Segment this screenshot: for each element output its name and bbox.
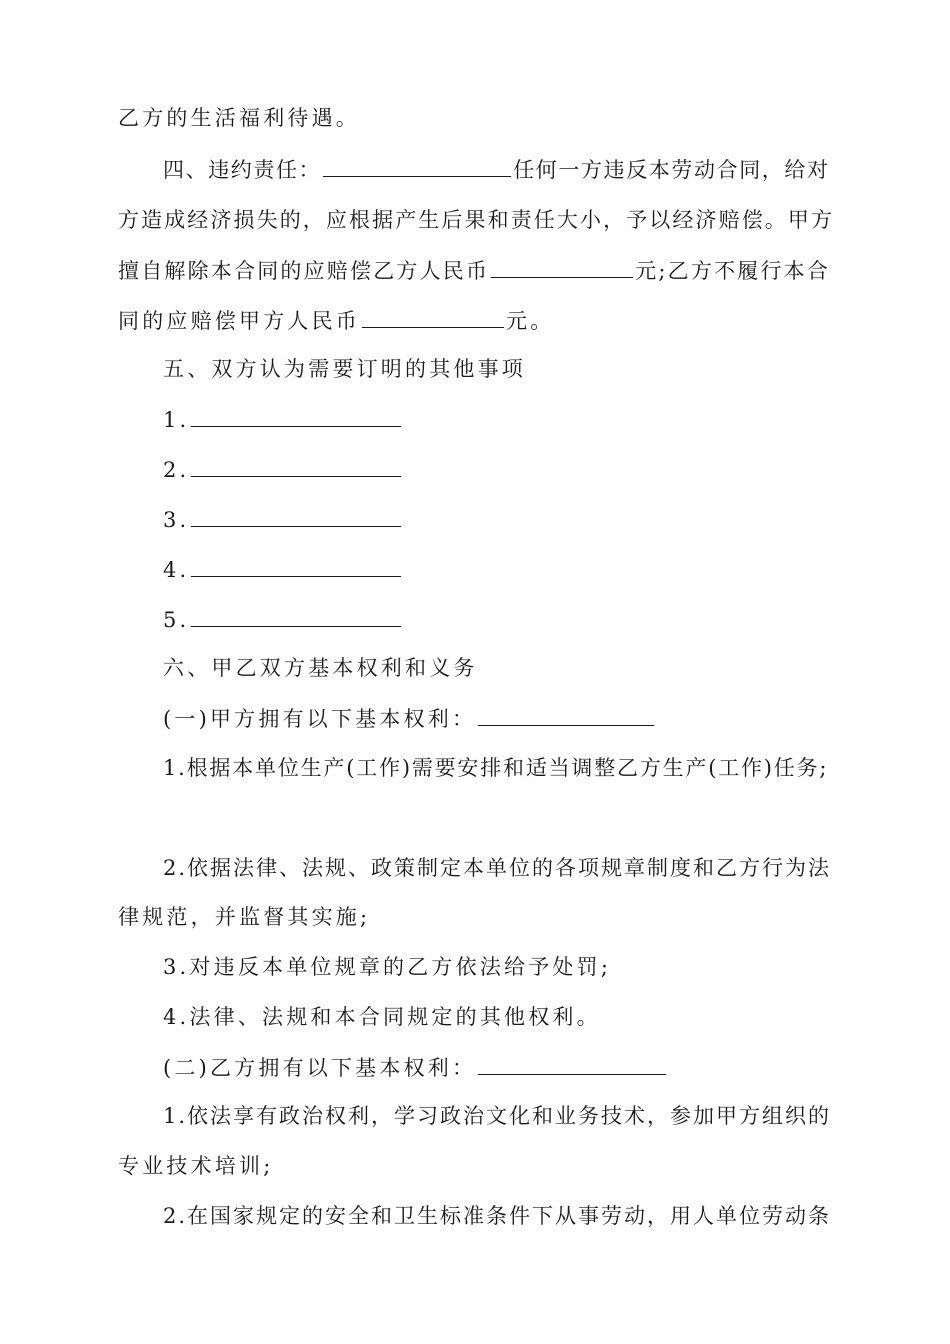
paragraph-text: 1.根据本单位生产(工作)需要安排和适当调整乙方生产(工作)任务; bbox=[163, 756, 829, 780]
text-line bbox=[163, 703, 656, 734]
section-heading bbox=[163, 653, 478, 683]
paragraph-text: 专业技术培训; bbox=[118, 1154, 274, 1178]
text-line bbox=[163, 1002, 601, 1032]
paragraph-text: 元。 bbox=[506, 309, 555, 333]
paragraph-text: 任何一方违反本劳动合同，给对 bbox=[513, 158, 830, 182]
text-line bbox=[118, 103, 360, 133]
paragraph-text: 4.法律、法规和本合同规定的其他权利。 bbox=[163, 1005, 601, 1029]
paragraph-text: 同的应赔偿甲方人民币 bbox=[118, 309, 360, 333]
fill-in-blank[interactable] bbox=[323, 154, 511, 177]
list-item bbox=[163, 454, 403, 485]
paragraph-text: 律规范，并监督其实施; bbox=[118, 905, 371, 929]
text-line bbox=[163, 1052, 668, 1083]
paragraph-text: 四、违约责任： bbox=[163, 158, 322, 182]
text-line bbox=[118, 1151, 273, 1181]
item-number: 1. bbox=[163, 408, 190, 432]
item-number: 3. bbox=[163, 508, 190, 532]
paragraph-text: 乙方的生活福利待遇。 bbox=[118, 106, 360, 130]
paragraph-text: 1.依法享有政治权利，学习政治文化和业务技术，参加甲方组织的 bbox=[163, 1104, 832, 1128]
paragraph-text: 方造成经济损失的，应根据产生后果和责任大小，予以经济赔偿。甲方 bbox=[118, 208, 832, 232]
paragraph-text: (二)乙方拥有以下基本权利： bbox=[163, 1056, 477, 1080]
text-line bbox=[163, 853, 831, 883]
item-number: 2. bbox=[163, 458, 190, 482]
text-line bbox=[163, 753, 828, 783]
fill-in-blank[interactable] bbox=[191, 504, 401, 527]
paragraph-text: 2.依据法律、法规、政策制定本单位的各项规章制度和乙方行为法 bbox=[163, 856, 832, 880]
list-item bbox=[163, 604, 403, 635]
fill-in-blank[interactable] bbox=[362, 305, 504, 328]
text-line bbox=[118, 305, 554, 336]
fill-in-blank[interactable] bbox=[191, 554, 401, 577]
text-line bbox=[163, 1201, 831, 1231]
text-line bbox=[163, 154, 830, 185]
text-line bbox=[163, 1101, 831, 1131]
paragraph-text: 2.在国家规定的安全和卫生标准条件下从事劳动，用人单位劳动条 bbox=[163, 1204, 832, 1228]
text-line bbox=[118, 255, 830, 286]
text-line bbox=[118, 902, 370, 932]
fill-in-blank[interactable] bbox=[191, 454, 401, 477]
paragraph-text: 五、双方认为需要订明的其他事项 bbox=[163, 357, 526, 381]
item-number: 5. bbox=[163, 608, 190, 632]
item-number: 4. bbox=[163, 558, 190, 582]
section-heading bbox=[163, 354, 526, 384]
paragraph-text: 元;乙方不履行本合 bbox=[635, 259, 831, 283]
fill-in-blank[interactable] bbox=[491, 255, 633, 278]
fill-in-blank[interactable] bbox=[191, 604, 401, 627]
text-line bbox=[163, 952, 611, 982]
fill-in-blank[interactable] bbox=[191, 404, 401, 427]
paragraph-text: 擅自解除本合同的应赔偿乙方人民币 bbox=[118, 259, 490, 283]
fill-in-blank[interactable] bbox=[478, 703, 654, 726]
paragraph-text: 六、甲乙双方基本权利和义务 bbox=[163, 656, 478, 680]
list-item bbox=[163, 404, 403, 435]
fill-in-blank[interactable] bbox=[478, 1052, 666, 1075]
text-line bbox=[118, 205, 832, 235]
list-item bbox=[163, 554, 403, 585]
paragraph-text: (一)甲方拥有以下基本权利： bbox=[163, 707, 477, 731]
list-item bbox=[163, 504, 403, 535]
paragraph-text: 3.对违反本单位规章的乙方依法给予处罚; bbox=[163, 955, 612, 979]
